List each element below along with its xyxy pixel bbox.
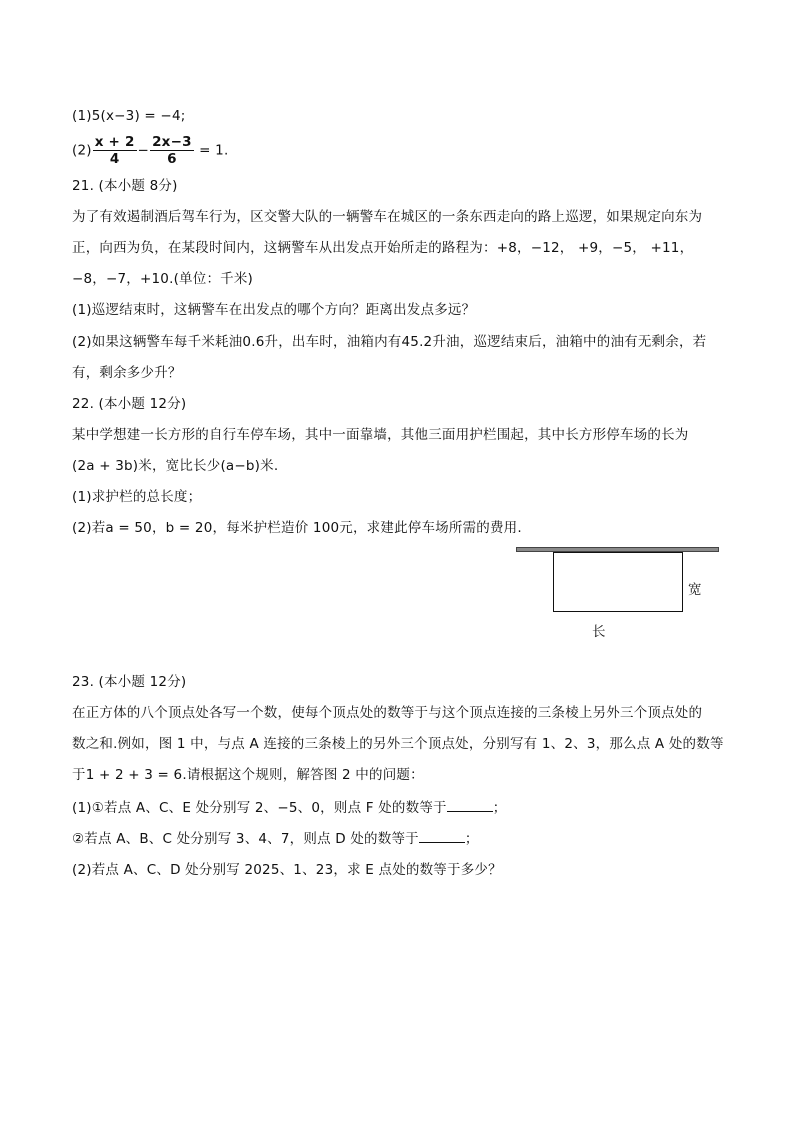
q21-paragraph-line-2: 正，向西为负，在某段时间内，这辆警车从出发点开始所走的路程为：+8，−12， +9，−5， +11， bbox=[72, 240, 694, 256]
q23-header: 23. (本小题 12分) bbox=[72, 674, 187, 690]
q23-subquestion-1a-end: ； bbox=[492, 800, 507, 816]
answer-blank-2[interactable] bbox=[419, 828, 465, 843]
fraction-1-denominator: 4 bbox=[109, 151, 120, 167]
q21-subquestion-2-line-1: (2)如果这辆警车每千米耗油0.6升，出车时，油箱内有45.2升油，巡逻结束后，油箱中的油有无剩余，若 bbox=[72, 334, 707, 350]
q22-subquestion-2: (2)若a = 50，b = 20，每米护栏造价 100元，求建此停车场所需的费用. bbox=[72, 520, 522, 536]
width-label: 宽 bbox=[688, 582, 702, 598]
equation-1: (1)5(x−3) = −4; bbox=[72, 108, 186, 124]
fraction-2 bbox=[150, 134, 194, 167]
q21-paragraph-line-1: 为了有效遏制酒后驾车行为，区交警大队的一辆警车在城区的一条东西走向的路上巡逻，如果规定向东为 bbox=[72, 209, 703, 225]
fraction-1 bbox=[93, 134, 137, 167]
equation-2-minus: − bbox=[137, 142, 150, 159]
q23-subquestion-1b bbox=[72, 828, 479, 849]
equation-2-prefix: (2) bbox=[72, 142, 92, 159]
q23-subquestion-1a-text: (1)①若点 A、C、E 处分别写 2、−5、0，则点 F 处的数等于 bbox=[72, 800, 447, 816]
answer-blank-1[interactable] bbox=[447, 797, 493, 812]
q22-header: 22. (本小题 12分) bbox=[72, 396, 187, 412]
q23-paragraph-line-2: 数之和.例如，图 1 中，与点 A 连接的三条棱上的另外三个顶点处，分别写有 1、2、3，那么点 A 处的数等 bbox=[72, 736, 724, 752]
fraction-2-denominator: 6 bbox=[167, 151, 177, 167]
fraction-1-numerator: x + 2 bbox=[94, 134, 135, 150]
q23-paragraph-line-1: 在正方体的八个顶点处各写一个数，使每个顶点处的数等于与这个顶点连接的三条棱上另外三个顶点处的 bbox=[72, 705, 703, 721]
q23-subquestion-1a bbox=[72, 797, 506, 818]
q23-subquestion-2: (2)若点 A、C、D 处分别写 2025、1、23，求 E 点处的数等于多少？ bbox=[72, 862, 502, 878]
q22-subquestion-1: (1)求护栏的总长度； bbox=[72, 489, 202, 505]
q23-subquestion-1b-end: ； bbox=[464, 831, 479, 847]
fraction-2-numerator: 2x−3 bbox=[152, 134, 192, 150]
equation-2 bbox=[72, 134, 228, 167]
q21-header: 21. (本小题 8分) bbox=[72, 178, 178, 194]
q21-paragraph-line-3: −8，−7，+10.(单位：千米) bbox=[72, 271, 254, 287]
equation-2-suffix: = 1. bbox=[199, 142, 229, 159]
parking-lot-rectangle bbox=[553, 552, 683, 612]
q22-paragraph-line-2: (2a + 3b)米，宽比长少(a−b)米. bbox=[72, 458, 279, 474]
q21-subquestion-1: (1)巡逻结束时，这辆警车在出发点的哪个方向？距离出发点多远？ bbox=[72, 302, 476, 318]
q22-paragraph-line-1: 某中学想建一长方形的自行车停车场，其中一面靠墙，其他三面用护栏围起，其中长方形停车场的长为 bbox=[72, 427, 689, 443]
q23-paragraph-line-3: 于1 + 2 + 3 = 6.请根据这个规则，解答图 2 中的问题： bbox=[72, 767, 424, 783]
q23-subquestion-1b-text: ②若点 A、B、C 处分别写 3、4、7，则点 D 处的数等于 bbox=[72, 831, 419, 847]
q21-subquestion-2-line-2: 有，剩余多少升？ bbox=[72, 365, 182, 381]
length-label: 长 bbox=[592, 624, 606, 640]
